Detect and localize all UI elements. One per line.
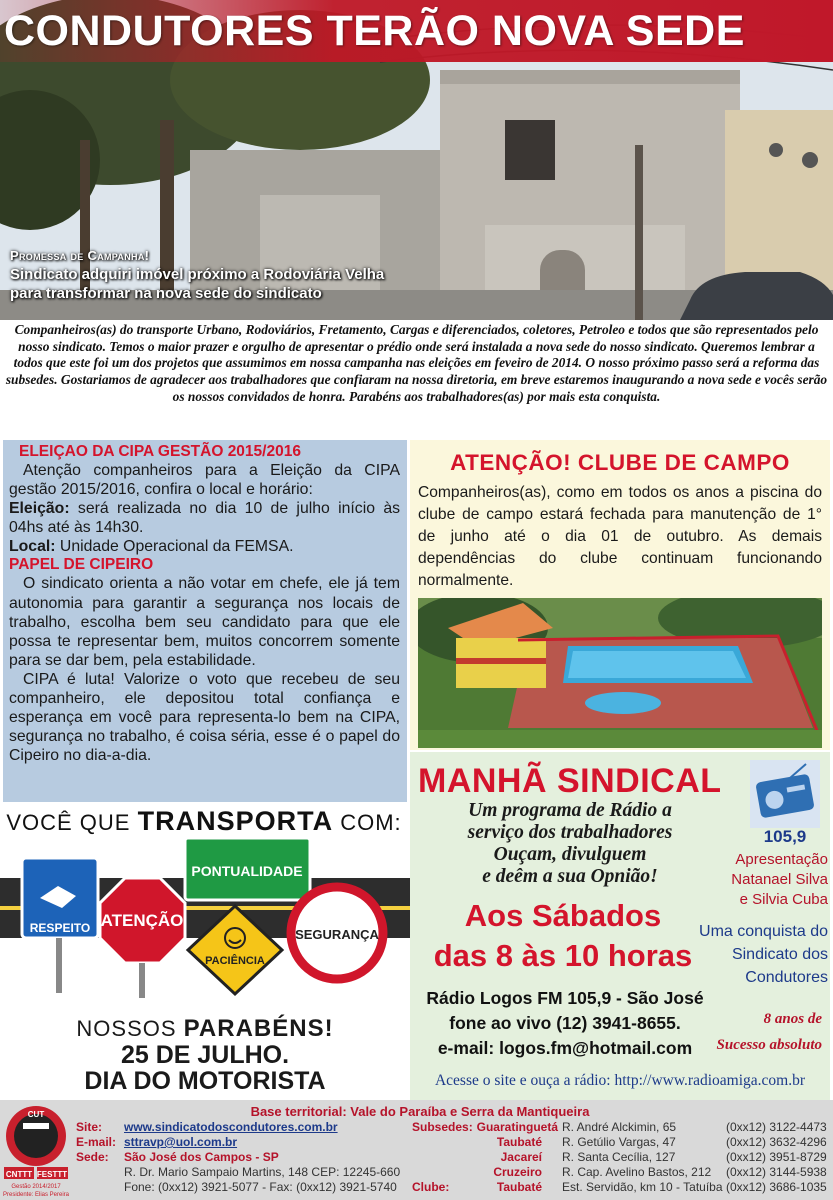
subsede-city: Jacareí (500, 1150, 542, 1164)
sede-address: R. Dr. Mario Sampaio Martins, 148 CEP: 12245-660 (124, 1165, 401, 1179)
subsede-city: Guaratinguetá (476, 1120, 558, 1134)
respeito-label: RESPEITO (29, 921, 91, 935)
union-logos (3, 1103, 69, 1198)
subsede-address: R. Getúlio Vargas, 47 (562, 1135, 676, 1149)
conquista-line: Uma conquista do (699, 923, 828, 940)
footer (0, 1100, 833, 1200)
parabens-prefix: NOSSOS (76, 1016, 177, 1041)
schedule-hours: das 8 às 10 horas (433, 938, 693, 973)
conquista (680, 920, 828, 989)
radio-email: e-mail: logos.fm@hotmail.com (437, 1038, 693, 1058)
subsede-phone: (0xx12) 3686-1035 (726, 1180, 827, 1194)
conquista-line: Sindicato dos (731, 946, 828, 963)
radio-contact (410, 986, 720, 1061)
radio-site-line[interactable]: Acesse o site e ouça a rádio: http://www.radioamiga.com.br (434, 1072, 806, 1089)
clube-text: Companheiros(as), como em todos os anos a piscina do clube de campo estará fechada para manutenção de 1° de junho até o dia 01 de outubro. As demais dependências do clube continuam funcionando normalmente. (418, 484, 822, 589)
subsede-address: Est. Servidão, km 10 - Tatuíba (562, 1180, 723, 1194)
schedule (418, 896, 708, 976)
logo-cut: CUT (27, 1110, 45, 1119)
eleicao-text: será realizada no dia 10 de julho início às 04hs até às 14h30. (9, 500, 401, 537)
transporta-prefix: VOCÊ QUE (6, 810, 131, 835)
apresentacao-line: e Silvia Cuba (739, 891, 828, 908)
intro-paragraph: Companheiros(as) do transporte Urbano, Rodoviários, Fretamento, Cargas e diferenciados, coletores, Petroleo e todos que são representados pelo nosso sindicato. Temos o maior prazer e orgulho de apresentar o prédio onde será instalada a nova sede do nosso sindicato. Queremos lembrar a todos que este foi um dos projetos que assumimos em nossa campanha nas eleições em feveiro de 2014. O nosso próximo passo será a reforma das subsedes. Gostariamos de agradecer aos trabalhadores que confiaram na nossa diretoria, em breve estaremos inaugurando a nova sede e vocês serão os nossos convidados de honra. Parabéns aos trabalhadores(as) por mais esta conquista. (5, 322, 828, 404)
manha-sindical-section (410, 752, 830, 1100)
tagline-line: Ouçam, divulguem (493, 844, 647, 865)
hero-photo-section (0, 0, 833, 320)
radio-name: Rádio Logos FM 105,9 - São José (426, 988, 704, 1008)
parabens-dia: DIA DO MOTORISTA (84, 1067, 326, 1095)
manha-title: MANHÃ SINDICAL (418, 762, 722, 800)
radio-frequency: 105,9 (763, 827, 807, 846)
pontualidade-label: PONTUALIDADE (191, 863, 303, 879)
subsede-city: Taubaté (496, 1135, 542, 1149)
radio-icon (750, 760, 820, 828)
cipa-paragraph: O sindicato orienta a não votar em chefe, ele já tem autonomia para garantir a segurança nos locais de trabalho, escolha bem seu candidato para que ele possa te representar bem, muitos concorrem somente para se dar bem, pela estabilidade. (9, 575, 400, 669)
cipa-paragraph: Atenção companheiros para a Eleição da CIPA gestão 2015/2016, confira o local e horário: (9, 462, 400, 499)
email-link[interactable]: sttravp@uol.com.br (124, 1135, 238, 1149)
schedule-day: Aos Sábados (464, 898, 662, 933)
logo-cnte: CNTTT (5, 1170, 33, 1179)
eleicao-label: Eleição: (9, 500, 70, 518)
tagline-line: e deêm a sua Opnião! (482, 866, 658, 887)
cipeiro-title: PAPEL DE CIPEIRO (9, 556, 154, 574)
transporta-big: TRANSPORTA (137, 806, 334, 836)
pool-photo (418, 598, 822, 748)
base-territorial: Base territorial: Vale do Paraíba e Serra da Mantiqueira (250, 1104, 590, 1119)
caption-line: Sindicato adquiri imóvel próximo a Rodoviária Velha (10, 266, 385, 283)
subsedes-label: Subsedes: (412, 1120, 473, 1134)
pontualidade-sign (185, 838, 310, 900)
transporta-line (4, 806, 404, 837)
subsede-phone: (0xx12) 3951-8729 (726, 1150, 827, 1164)
conquista-line: Condutores (745, 969, 828, 986)
subsede-phone: (0xx12) 3122-4473 (726, 1120, 827, 1134)
anos-line: Sucesso absoluto (716, 1037, 822, 1053)
atencao-label: ATENÇÃO (100, 911, 184, 930)
sede-phones: Fone: (0xx12) 3921-5077 - Fax: (0xx12) 3921-5740 (124, 1180, 397, 1194)
parabens-block (0, 1016, 410, 1094)
cipa-eleicao (9, 499, 400, 537)
respeito-sign (22, 858, 98, 993)
subsede-city: Taubaté (496, 1180, 542, 1194)
sede-city: São José dos Campos - SP (124, 1150, 279, 1164)
presidente-text: Presidente: Elias Pereira (3, 1192, 69, 1198)
seguranca-label: SEGURANÇA (295, 927, 379, 942)
sede-label: Sede: (76, 1150, 109, 1164)
parabens-big: PARABÉNS! (183, 1015, 334, 1042)
manha-tagline (420, 800, 720, 888)
atencao-sign (100, 878, 185, 998)
cipa-title: ELEIÇAO DA CIPA GESTÃO 2015/2016 (19, 443, 301, 460)
gestao-text: Gestão 2014/2017 (11, 1184, 61, 1190)
headline: CONDUTORES TERÃO NOVA SEDE (0, 0, 833, 62)
subsede-phone: (0xx12) 3144-5938 (726, 1165, 827, 1179)
apresentacao-line: Natanael Silva (731, 871, 828, 888)
local-text: Unidade Operacional da FEMSA. (59, 538, 294, 556)
traffic-signs-illustration (0, 838, 410, 998)
local-label: Local: (9, 538, 56, 556)
caption-line: para transformar na nova sede do sindicato (10, 285, 322, 302)
apresentacao (710, 850, 828, 910)
clube-label: Clube: (412, 1180, 450, 1194)
anos-sucesso (702, 1006, 822, 1058)
subsede-address: R. André Alckimin, 65 (562, 1120, 677, 1134)
motorista-section (0, 802, 410, 1100)
parabens-line (0, 1016, 410, 1042)
clube-title: ATENÇÃO! CLUBE DE CAMPO (450, 450, 790, 475)
photo-caption (10, 246, 384, 303)
clube-section (410, 440, 830, 750)
logo-festtt: FESTTT (36, 1170, 68, 1179)
site-link[interactable]: www.sindicatodoscondutores.com.br (124, 1120, 338, 1134)
parabens-date: 25 DE JULHO. (120, 1041, 290, 1069)
subsede-phone: (0xx12) 3632-4296 (726, 1135, 827, 1149)
cipa-local (9, 537, 400, 556)
tagline-line: serviço dos trabalhadores (467, 822, 673, 843)
subsede-address: R. Cap. Avelino Bastos, 212 (562, 1165, 712, 1179)
radio-phone: fone ao vivo (12) 3941-8655. (449, 1013, 681, 1033)
transporta-suffix: COM: (340, 810, 402, 835)
paciencia-label: PACIÊNCIA (205, 955, 265, 967)
site-label: Site: (76, 1120, 103, 1134)
seguranca-sign (291, 887, 383, 979)
subsede-city: Cruzeiro (493, 1165, 542, 1179)
tagline-line: Um programa de Rádio a (468, 800, 672, 821)
subsede-address: R. Santa Cecília, 127 (562, 1150, 676, 1164)
email-label: E-mail: (76, 1135, 117, 1149)
caption-kicker: Promessa de Campanha! (10, 248, 150, 263)
anos-line: 8 anos de (763, 1011, 822, 1027)
apresentacao-line: Apresentação (735, 851, 828, 868)
cipa-paragraph: CIPA é luta! Valorize o voto que recebeu de seu companheiro, ele depositou total confiança e esperança em você para representa-lo bem na CIPA, segurança no trabalho, é coisa séria, esse é o papel do Cipeiro no dia-a-dia. (9, 670, 400, 765)
cipa-section (3, 440, 407, 802)
